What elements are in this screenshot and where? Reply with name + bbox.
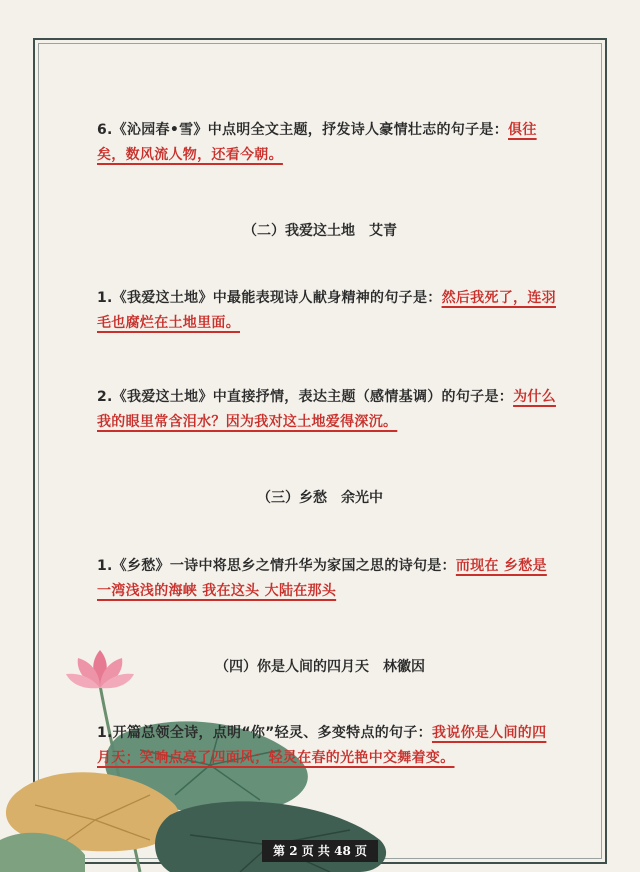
page-suffix: 页 <box>355 844 368 858</box>
answer-text: 我说你是人间的四月天；笑响点亮了四面风；轻灵在春的光艳中交舞着变。 <box>97 725 547 766</box>
section-heading: （二）我爱这土地 艾青 <box>243 223 397 239</box>
section-heading: （三）乡愁 余光中 <box>257 490 383 506</box>
page-indicator <box>262 840 378 862</box>
question-block <box>97 286 557 336</box>
page-middle: 页 共 <box>301 844 330 858</box>
answer-text: 为什么我的眼里常含泪水？因为我对这土地爱得深沉。 <box>97 389 556 430</box>
question-text: 1.开篇总领全诗，点明“你”轻灵、多变特点的句子： <box>97 725 432 741</box>
question-block <box>97 118 557 168</box>
question-block <box>97 385 557 435</box>
page-prefix: 第 <box>272 844 285 858</box>
section-heading: （四）你是人间的四月天 林徽因 <box>215 659 425 675</box>
total-pages: 48 <box>334 844 351 858</box>
question-text: 6.《沁园春•雪》中点明全文主题，抒发诗人豪情壮志的句子是： <box>97 122 509 138</box>
question-text: 2.《我爱这土地》中直接抒情，表达主题（感情基调）的句子是： <box>97 389 514 405</box>
current-page: 2 <box>289 844 298 858</box>
answer-text: 而现在 乡愁是一湾浅浅的海峡 我在这头 大陆在那头 <box>97 558 547 599</box>
question-block <box>97 554 557 604</box>
question-text: 1.《我爱这土地》中最能表现诗人献身精神的句子是： <box>97 290 442 306</box>
question-block <box>97 721 557 771</box>
answer-text: 俱往矣，数风流人物，还看今朝。 <box>97 122 537 163</box>
answer-text: 然后我死了，连羽毛也腐烂在土地里面。 <box>97 290 556 331</box>
question-text: 1.《乡愁》一诗中将思乡之情升华为家国之思的诗句是： <box>97 558 456 574</box>
